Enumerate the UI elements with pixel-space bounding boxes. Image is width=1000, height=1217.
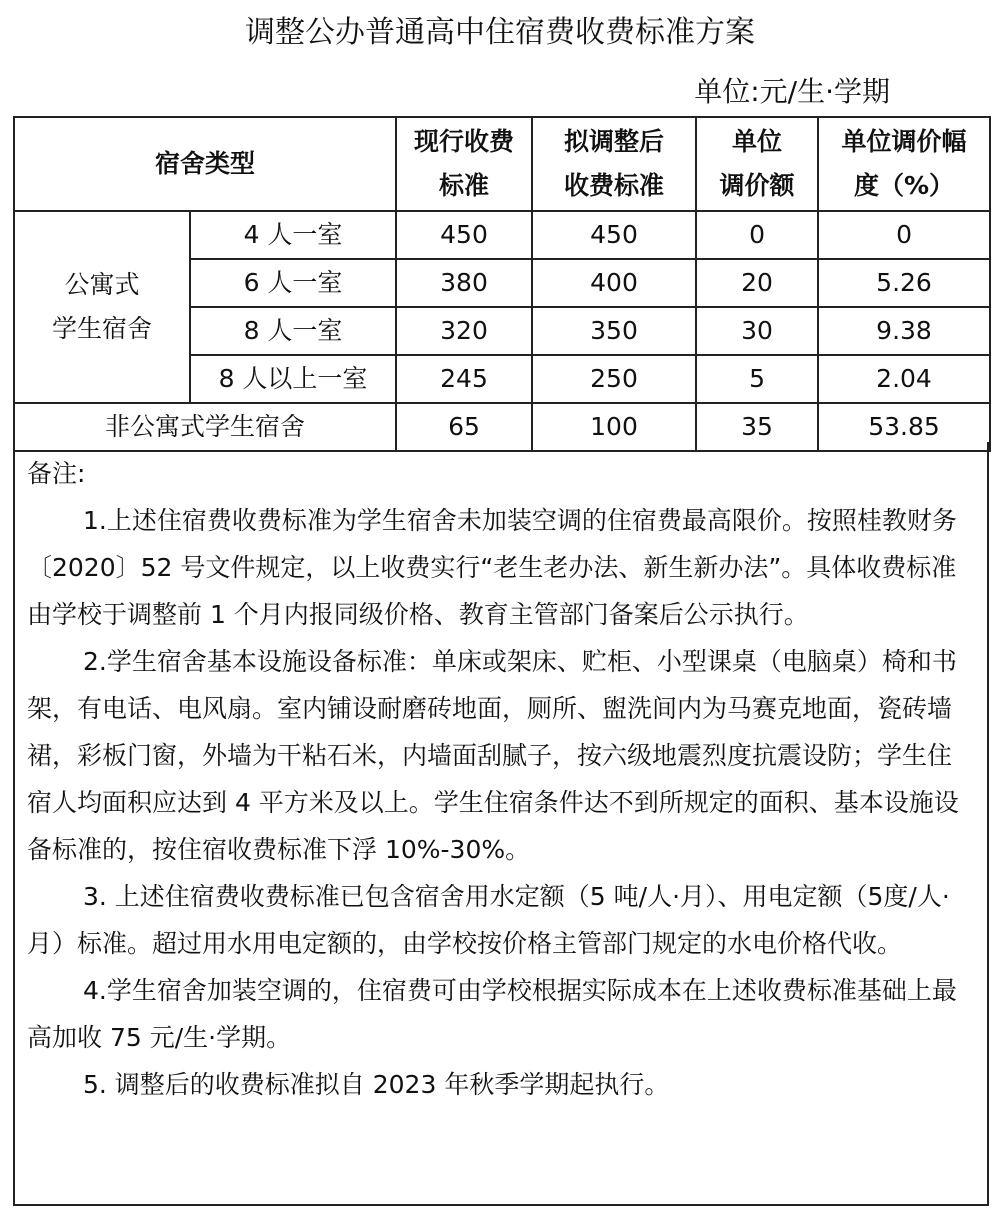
- current-fee-cell: 320: [396, 307, 532, 355]
- current-fee-cell: 450: [396, 211, 532, 259]
- header-proposed-fee-line1: 拟调整后: [564, 127, 665, 156]
- remark-note-2: 2.学生宿舍基本设施设备标准：单床或架床、贮柜、小型课桌（电脑桌）椅和书架，有电话、电风扇。室内铺设耐磨砖地面，厕所、盥洗间内为马赛克地面，瓷砖墙裙，彩板门窗，外墙为干粘石米，内墙面刮腻子，按六级地震烈度抗震设防；学生住宿人均面积应达到 4 平方米及以上。学生住宿条件达不到所规定的面积、基本设施设备标准的，按住宿收费标准下浮 10%-30%。: [27, 647, 959, 864]
- header-proposed-fee-line2: 收费标准: [564, 171, 665, 200]
- price-change-cell: 20: [696, 259, 818, 307]
- header-change-percent-line1: 单位调价幅: [841, 127, 967, 156]
- room-type-cell: 6 人一室: [190, 259, 396, 307]
- header-dorm-type-label: 宿舍类型: [155, 149, 256, 178]
- proposed-fee-cell: 100: [532, 403, 696, 451]
- apartment-group-cell: [14, 211, 190, 403]
- proposed-fee-cell: 450: [532, 211, 696, 259]
- unit-label: 单位:元/生·学期: [694, 75, 890, 108]
- proposed-fee-cell: 250: [532, 355, 696, 403]
- remarks-heading: 备注:: [27, 459, 86, 488]
- header-current-fee-line2: 标准: [439, 171, 490, 200]
- header-proposed-fee: [532, 117, 696, 211]
- remark-note-1: 1.上述住宿费收费标准为学生宿舍未加装空调的住宿费最高限价。按照桂教财务〔2020〕52 号文件规定，以上收费实行“老生老办法、新生新办法”。具体收费标准由学校于调整前 1 个月内报同级价格、教育主管部门备案后公示执行。: [27, 506, 957, 629]
- change-percent-cell: 53.85: [818, 403, 990, 451]
- apartment-group-label-line2: 学生宿舍: [51, 314, 152, 343]
- non-apartment-label-cell: 非公寓式学生宿舍: [14, 403, 396, 451]
- header-price-change-line2: 调价额: [719, 171, 795, 200]
- price-change-cell: 30: [696, 307, 818, 355]
- proposed-fee-cell: 400: [532, 259, 696, 307]
- change-percent-cell: 0: [818, 211, 990, 259]
- room-type-cell: 8 人一室: [190, 307, 396, 355]
- price-change-cell: 5: [696, 355, 818, 403]
- price-change-cell: 0: [696, 211, 818, 259]
- current-fee-cell: 245: [396, 355, 532, 403]
- header-change-percent-line2: 度（%）: [853, 171, 955, 200]
- header-current-fee-line1: 现行收费: [414, 127, 515, 156]
- remark-note-4: 4.学生宿舍加装空调的，住宿费可由学校根据实际成本在上述收费标准基础上最高加收 75 元/生·学期。: [27, 976, 957, 1052]
- table-header-row: [14, 117, 990, 211]
- table-row: [14, 211, 990, 259]
- change-percent-cell: 5.26: [818, 259, 990, 307]
- room-type-cell: 4 人一室: [190, 211, 396, 259]
- change-percent-cell: 9.38: [818, 307, 990, 355]
- room-type-cell: 8 人以上一室: [190, 355, 396, 403]
- apartment-group-label-line1: 公寓式: [64, 270, 140, 299]
- current-fee-cell: 380: [396, 259, 532, 307]
- remarks-box: [13, 442, 989, 1206]
- header-current-fee: [396, 117, 532, 211]
- remark-note-5: 5. 调整后的收费标准拟自 2023 年秋季学期起执行。: [83, 1070, 670, 1099]
- header-change-percent: [818, 117, 990, 211]
- document-title: 调整公办普通高中住宿费收费标准方案: [245, 15, 755, 50]
- header-dorm-type: [14, 117, 396, 211]
- header-price-change-line1: 单位: [732, 127, 783, 156]
- header-price-change: [696, 117, 818, 211]
- price-change-cell: 35: [696, 403, 818, 451]
- proposed-fee-cell: 350: [532, 307, 696, 355]
- fee-table: [13, 116, 991, 452]
- change-percent-cell: 2.04: [818, 355, 990, 403]
- remark-note-3: 3. 上述住宿费收费标准已包含宿舍用水定额（5 吨/人·月）、用电定额（5度/人·月）标准。超过用水用电定额的，由学校按价格主管部门规定的水电价格代收。: [27, 882, 950, 958]
- current-fee-cell: 65: [396, 403, 532, 451]
